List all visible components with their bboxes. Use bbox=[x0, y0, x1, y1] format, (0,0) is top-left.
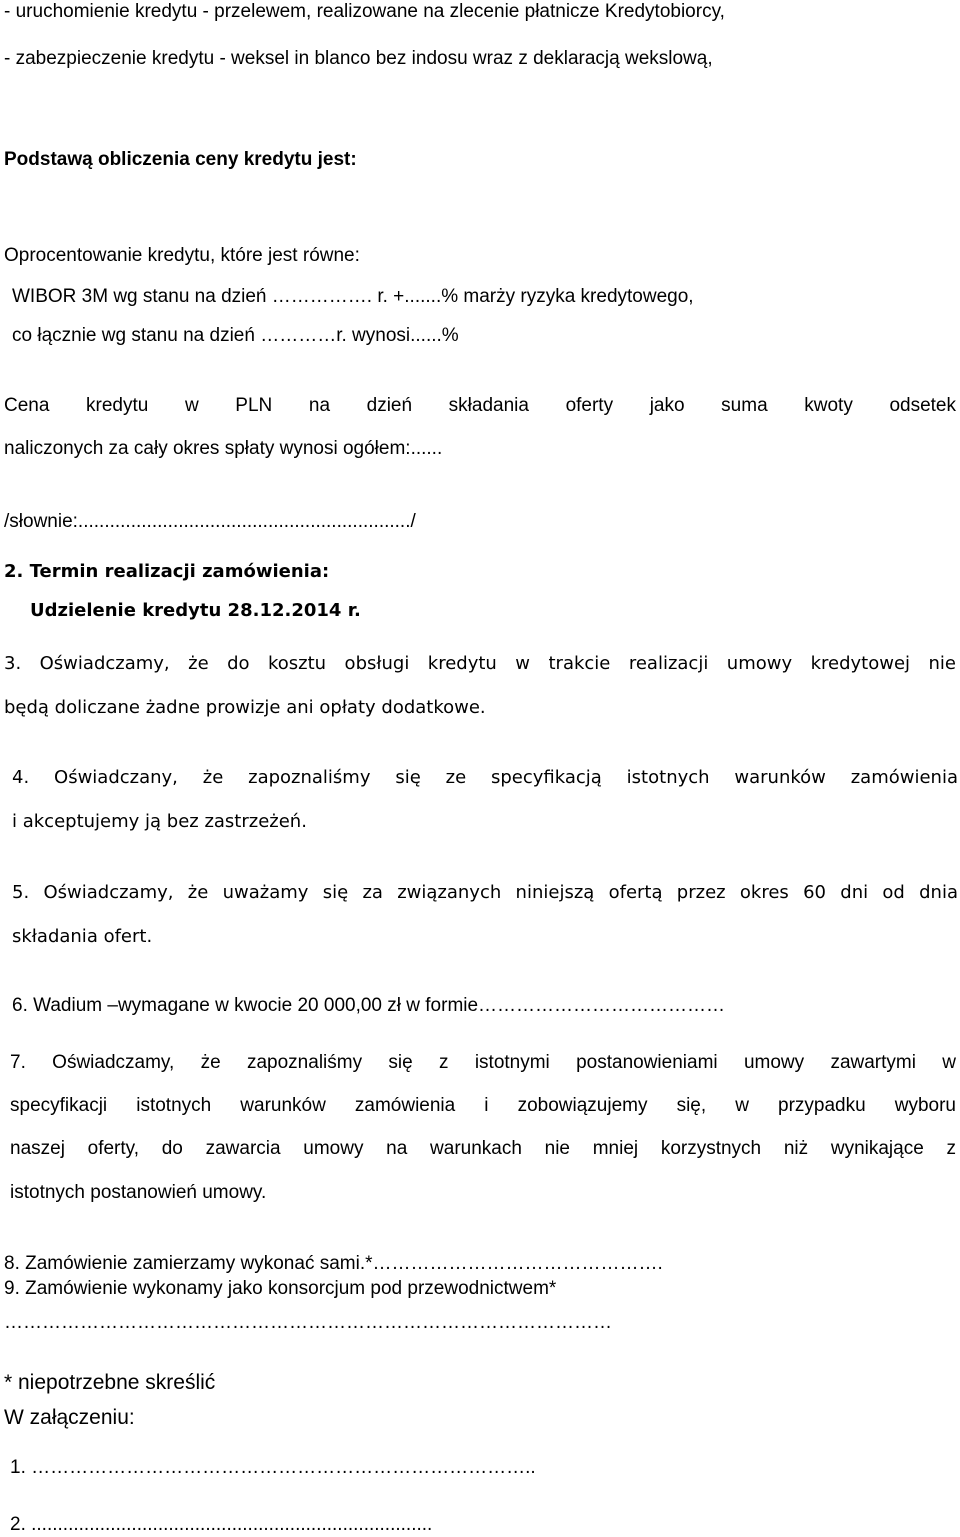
consortium-leader-blank: …………………………………………………………………………………… bbox=[4, 1312, 612, 1333]
in-words-line: /słownie:.............................................................../ bbox=[4, 511, 416, 532]
section-7-line-3: naszej oferty, do zawarcia umowy na warunkach nie mniej korzystnych niż wynikające z bbox=[10, 1138, 956, 1159]
section-7-line-2: specyfikacji istotnych warunków zamówienia i zobowiązujemy się, w przypadku wyboru bbox=[10, 1095, 956, 1116]
attachments-heading: W załączeniu: bbox=[4, 1406, 135, 1429]
section-2-heading: 2. Termin realizacji zamówienia: bbox=[4, 561, 330, 582]
section-7-line-4: istotnych postanowień umowy. bbox=[10, 1182, 267, 1203]
attachment-item-2: 2. ............................................................................ bbox=[10, 1514, 433, 1535]
credit-price-line: Cena kredytu w PLN na dzień składania oferty jako suma kwoty odsetek bbox=[4, 395, 956, 416]
credit-disbursement-line: - uruchomienie kredytu - przelewem, realizowane na zlecenie płatnicze Kredytobiorcy, bbox=[4, 1, 725, 22]
price-basis-heading: Podstawą obliczenia ceny kredytu jest: bbox=[4, 149, 357, 170]
section-6-line: 6. Wadium –wymagane w kwocie 20 000,00 zł w formie………………………………… bbox=[12, 995, 726, 1016]
credit-price-total-line: naliczonych za cały okres spłaty wynosi ogółem:...... bbox=[4, 438, 443, 459]
section-5-line-2: składania ofert. bbox=[12, 926, 153, 947]
wibor-line: WIBOR 3M wg stanu na dzień ……………. r. +.......% marży ryzyka kredytowego, bbox=[12, 286, 694, 307]
section-8-line: 8. Zamówienie zamierzamy wykonać sami.*………………………………………. bbox=[4, 1253, 663, 1274]
section-4-line-1: 4. Oświadczany, że zapoznaliśmy się ze specyfikacją istotnych warunków zamówienia bbox=[12, 767, 958, 788]
credit-security-line: - zabezpieczenie kredytu - weksel in blanco bez indosu wraz z deklaracją wekslową, bbox=[4, 48, 713, 69]
section-3-line-1: 3. Oświadczamy, że do kosztu obsługi kredytu w trakcie realizacji umowy kredytowej nie bbox=[4, 653, 956, 674]
section-7-line-1: 7. Oświadczamy, że zapoznaliśmy się z istotnymi postanowieniami umowy zawartymi w bbox=[10, 1052, 956, 1073]
interest-rate-line: Oprocentowanie kredytu, które jest równe: bbox=[4, 245, 360, 266]
credit-grant-date: Udzielenie kredytu 28.12.2014 r. bbox=[30, 600, 361, 621]
footnote-strike-out: * niepotrzebne skreślić bbox=[4, 1371, 216, 1394]
section-9-line: 9. Zamówienie wykonamy jako konsorcjum pod przewodnictwem* bbox=[4, 1278, 557, 1299]
section-4-line-2: i akceptujemy ją bez zastrzeżeń. bbox=[12, 811, 307, 832]
section-3-line-2: będą doliczane żadne prowizje ani opłaty dodatkowe. bbox=[4, 697, 486, 718]
total-rate-line: co łącznie wg stanu na dzień …………r. wynosi......% bbox=[12, 325, 459, 346]
section-5-line-1: 5. Oświadczamy, że uważamy się za związanych niniejszą ofertą przez okres 60 dni od dnia bbox=[12, 882, 958, 903]
attachment-item-1: 1. …………………………………………………………………….. bbox=[10, 1457, 536, 1478]
